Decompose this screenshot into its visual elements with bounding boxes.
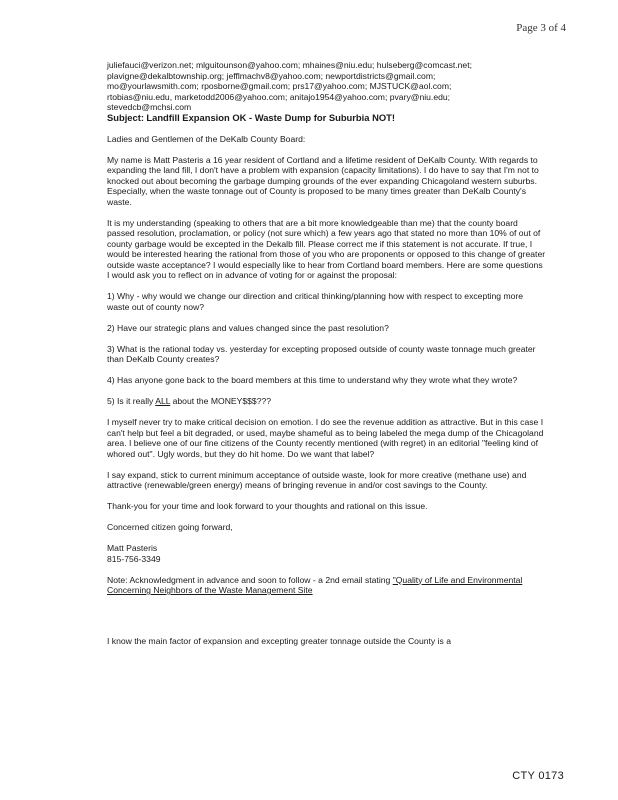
recipient-list — [107, 60, 547, 113]
recipient-line: plavigne@dekalbtownship.org; jefflmachv8@yahoo.com; newportdistricts@gmail.com; — [107, 70, 436, 81]
subject-text: Landfill Expansion OK - Waste Dump for Suburbia NOT! — [146, 111, 395, 123]
signature-name: Matt Pasteris — [107, 543, 158, 553]
recipient-line: juliefauci@verizon.net; mlguitounson@yahoo.com; mhaines@niu.edu; hulseberg@comcast.net; — [107, 60, 472, 70]
question-2: 2) Have our strategic plans and values changed since the past resolution? — [107, 322, 389, 333]
paragraph-last: I know the main factor of expansion and excepting greater tonnage outside the County is a — [107, 636, 451, 646]
subject-label: Subject: — [107, 111, 144, 123]
recipient-line: mo@yourlawsmith.com; rposborne@gmail.com; prs17@yahoo.com; MJSTUCK@aol.com; — [107, 81, 452, 91]
question-4: 4) Has anyone gone back to the board members at this time to understand why they wrote what they wrote? — [107, 375, 518, 385]
spacer — [107, 606, 547, 636]
signature — [107, 543, 547, 564]
paragraph-proposal: I say expand, stick to current minimum acceptance of outside waste, look for more creative (methane use) and attractive (renewable/green energy) means of bringing revenue in and/or cost savings to the County. — [107, 469, 527, 490]
paragraph-intro: My name is Matt Pasteris a 16 year resident of Cortland and a lifetime resident of DeKalb County. With regards to expanding the land fill, I don't have a problem with expansion (capacity limitations). I do have to say that I'm not to knocked out about becoming the garbage dumping grounds of the ever expanding Chicagoland western suburbs. Especially, when the waste tonnage out of County is proposed to be many times greater than DeKalb County's waste. — [107, 154, 539, 207]
bates-stamp: CTY 0173 — [512, 770, 564, 782]
paragraph-thanks: Thank-you for your time and look forward to your thoughts and rational on this issue. — [107, 501, 428, 511]
question-1: 1) Why - why would we change our direction and critical thinking/planning how with respect to excepting more waste out of county now? — [107, 291, 524, 312]
note-prefix: Note: Acknowledgment in advance and soon to follow - a 2nd email stating — [107, 574, 393, 585]
closing: Concerned citizen going forward, — [107, 522, 233, 532]
question-5 — [107, 396, 547, 407]
email-body — [107, 60, 547, 657]
question-5-emphasis: ALL — [155, 396, 171, 406]
paragraph-understanding: It is my understanding (speaking to others that are a bit more knowledgeable than me) that the county board passed resolution, proclamation, or policy (not sure which) a few years ago that stated no more than 10% of out of county garbage would be excepted in the Dekalb fill. Please correct me if this statement is not accurate. If true, I would be interested hearing the rational from those of you who are proponents or opposed to this change of greater outside waste acceptance? I would especially like to hear from Cortland board members. Here are some questions I would ask you to reflect on in advance of voting for or against the proposal: — [107, 217, 546, 280]
question-3: 3) What is the rational today vs. yesterday for excepting proposed outside of county waste tonnage much greater than DeKalb County creates? — [107, 343, 536, 364]
question-5-prefix: 5) Is it really — [107, 396, 156, 406]
subject-line — [107, 113, 547, 124]
note-link: "Quality of Life and Environmental Concerning Neighbors of the Waste Management Site — [107, 574, 523, 595]
note — [107, 575, 547, 596]
paragraph-emotion: I myself never try to make critical decision on emotion. I do see the revenue addition as attractive. But in this case I can't help but feel a bit degraded, or used, maybe shameful as to being labeled the mega dump of the Chicagoland area. I believe one of our fine citizens of the County recently mentioned (with regret) in an editorial "feeling kind of whored out". Ugly words, but they do hit home. Do we want that label? — [107, 417, 544, 459]
signature-phone: 815-756-3349 — [107, 553, 161, 564]
greeting: Ladies and Gentlemen of the DeKalb County Board: — [107, 133, 306, 144]
page-number: Page 3 of 4 — [516, 22, 566, 34]
question-5-suffix: about the MONEY$$$??? — [170, 396, 272, 406]
recipient-line: stevedcb@mchsi.com — [107, 102, 192, 112]
recipient-line: rtobias@niu.edu, marketodd2006@yahoo.com; anitajo1954@yahoo.com; pvary@niu.edu; — [107, 91, 451, 102]
